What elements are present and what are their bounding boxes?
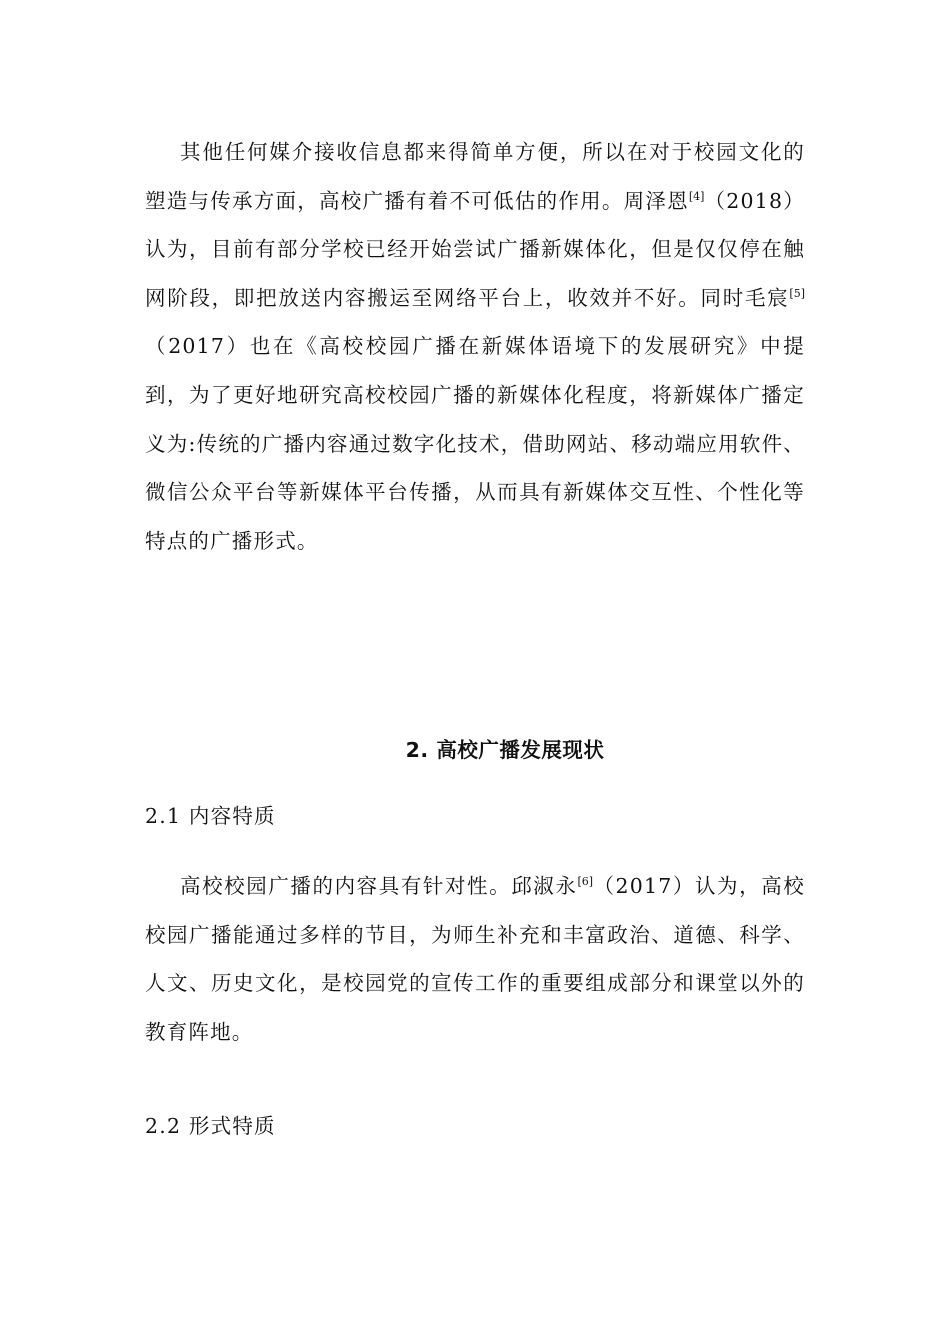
subsection-heading-2-2: 2.2 形式特质 (145, 1114, 276, 1138)
paragraph-2-text-2: （2017）认为，高校校园广播能通过多样的节目，为师生补充和丰富政治、道德、科学、人文、历史文化，是校园党的宣传工作的重要组成部分和课堂以外的教育阵地。 (145, 874, 805, 1044)
citation-4: [4] (688, 189, 705, 203)
paragraph-1-text-3: （2017）也在《高校校园广播在新媒体语境下的发展研究》中提到，为了更好地研究高校校园广播的新媒体化程度，将新媒体广播定义为:传统的广播内容通过数字化技术，借助网站、移动端应用软件、微信公众平台等新媒体平台传播，从而具有新媒体交互性、个性化等特点的广播形式。 (145, 334, 805, 553)
paragraph-1-text-1: 其他任何媒介接收信息都来得简单方便，所以在对于校园文化的塑造与传承方面，高校广播有着不可低估的作用。周泽恩 (145, 140, 805, 213)
section-heading: 2. 高校广播发展现状 (405, 738, 605, 762)
paragraph-2-text-1: 高校校园广播的内容具有针对性。邱淑永 (180, 874, 578, 898)
paragraph-1 (145, 128, 805, 565)
citation-5: [5] (789, 286, 805, 300)
paragraph-1-text-2: （2018）认为，目前有部分学校已经开始尝试广播新媒体化，但是仅仅停在触网阶段，即把放送内容搬运至网络平台上，收效并不好。同时毛宸 (145, 188, 806, 310)
paragraph-2 (145, 862, 805, 1056)
subsection-heading-2-1: 2.1 内容特质 (145, 804, 276, 828)
citation-6: [6] (577, 875, 594, 889)
